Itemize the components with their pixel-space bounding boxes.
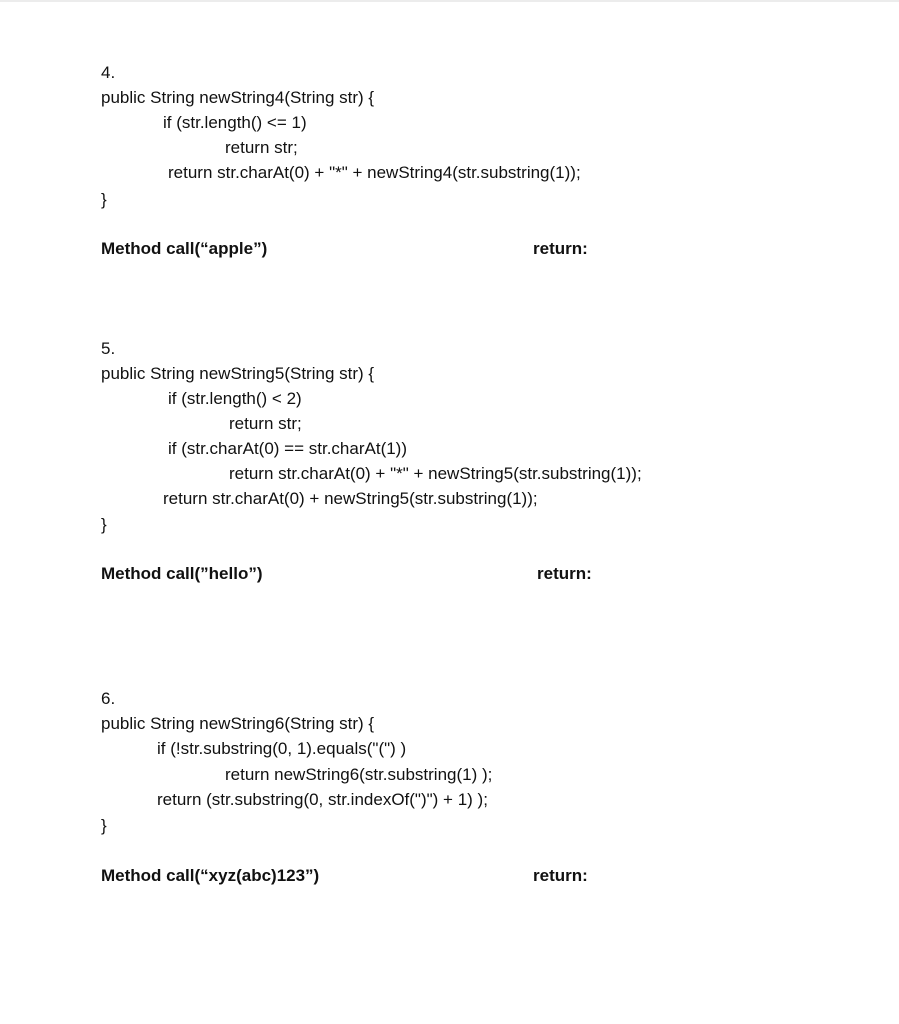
code-line: return (str.substring(0, str.indexOf(")") + 1) );: [157, 790, 488, 809]
code-line: if (!str.substring(0, 1).equals("(") ): [157, 739, 407, 758]
code-line: public String newString6(String str) {: [101, 714, 375, 733]
code-line: }: [101, 515, 107, 534]
code-line: if (str.length() <= 1): [163, 113, 307, 132]
code-line: return newString6(str.substring(1) );: [225, 765, 493, 784]
code-line: return str.charAt(0) + newString5(str.substring(1));: [163, 489, 538, 508]
problem-number: 4.: [101, 63, 116, 82]
return-label: return:: [537, 564, 592, 583]
code-line: }: [101, 816, 107, 835]
code-line: public String newString4(String str) {: [101, 88, 375, 107]
problem-number: 6.: [101, 689, 116, 708]
code-line: return str;: [225, 138, 298, 157]
code-line: if (str.length() < 2): [168, 389, 302, 408]
code-line: }: [101, 190, 107, 209]
method-call-label: Method call(“xyz(abc)123”): [101, 866, 320, 885]
code-line: if (str.charAt(0) == str.charAt(1)): [168, 439, 408, 458]
code-line: return str.charAt(0) + "*" + newString4(str.substring(1));: [168, 163, 581, 182]
page-top-border: [0, 0, 899, 2]
method-call-label: Method call(“apple”): [101, 239, 268, 258]
problem-number: 5.: [101, 339, 116, 358]
return-label: return:: [533, 239, 588, 258]
code-line: return str;: [229, 414, 302, 433]
method-call-label: Method call(”hello”): [101, 564, 263, 583]
code-line: return str.charAt(0) + "*" + newString5(str.substring(1));: [229, 464, 642, 483]
return-label: return:: [533, 866, 588, 885]
code-line: public String newString5(String str) {: [101, 364, 375, 383]
